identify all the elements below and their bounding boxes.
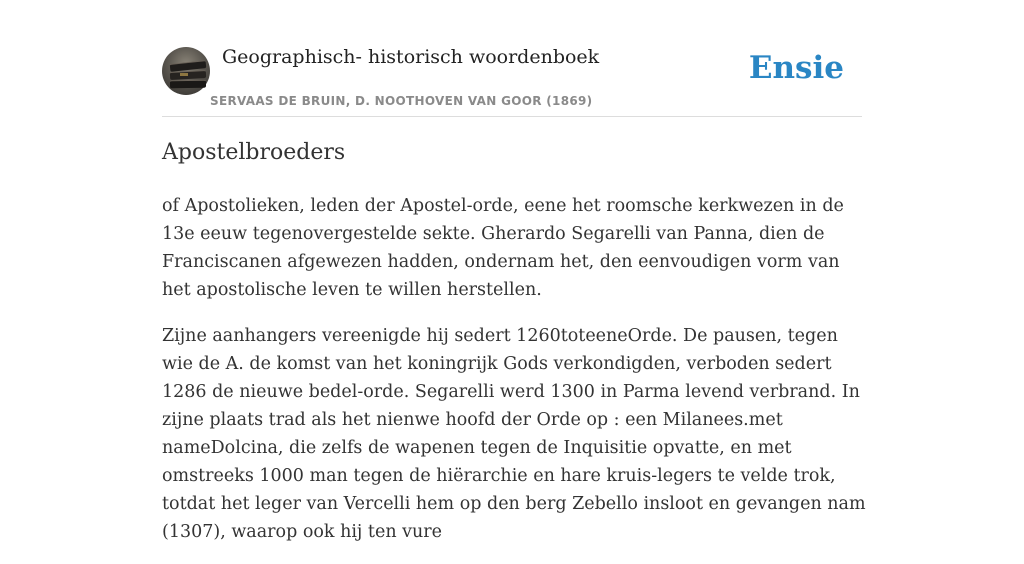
book-header bbox=[162, 46, 862, 117]
ensie-logo-link[interactable]: Ensie bbox=[748, 50, 844, 86]
entry-title: Apostelbroeders bbox=[162, 140, 346, 165]
entry-body bbox=[162, 192, 867, 564]
book-spine-graphic bbox=[170, 70, 206, 80]
book-cover-avatar[interactable] bbox=[162, 47, 210, 95]
book-authors-year: SERVAAS DE BRUIN, D. NOOTHOVEN VAN GOOR (1869) bbox=[210, 94, 593, 108]
book-spine-graphic bbox=[170, 80, 206, 89]
book-title-link[interactable]: Geographisch- historisch woordenboek bbox=[222, 46, 600, 68]
book-spine-band bbox=[180, 73, 188, 76]
entry-paragraph: of Apostolieken, leden der Apostel-orde, eene het roomsche kerkwezen in de 13e eeuw tegenovergestelde sekte. Gherardo Segarelli van Panna, dien de Franciscanen afgewezen hadden, ondernam het, den eenvoudigen vorm van het apostolische leven te willen herstellen. bbox=[162, 196, 844, 300]
entry-paragraph: Zijne aanhangers vereenigde hij sedert 1260toteeneOrde. De pausen, tegen wie de A. de komst van het koningrijk Gods verkondigden, verboden sedert 1286 de nieuwe bedel-orde. Segarelli werd 1300 in Parma levend verbrand. In zijne plaats trad als het nienwe hoofd der Orde op : een Milanees.met nameDolcina, die zelfs de wapenen tegen de Inquisitie opvatte, en met omstreeks 1000 man tegen de hiërarchie en hare kruis-legers te velde trok, totdat het leger van Vercelli hem op den berg Zebello insloot en gevangen nam (1307), waarop ook hij ten vure bbox=[162, 326, 866, 542]
